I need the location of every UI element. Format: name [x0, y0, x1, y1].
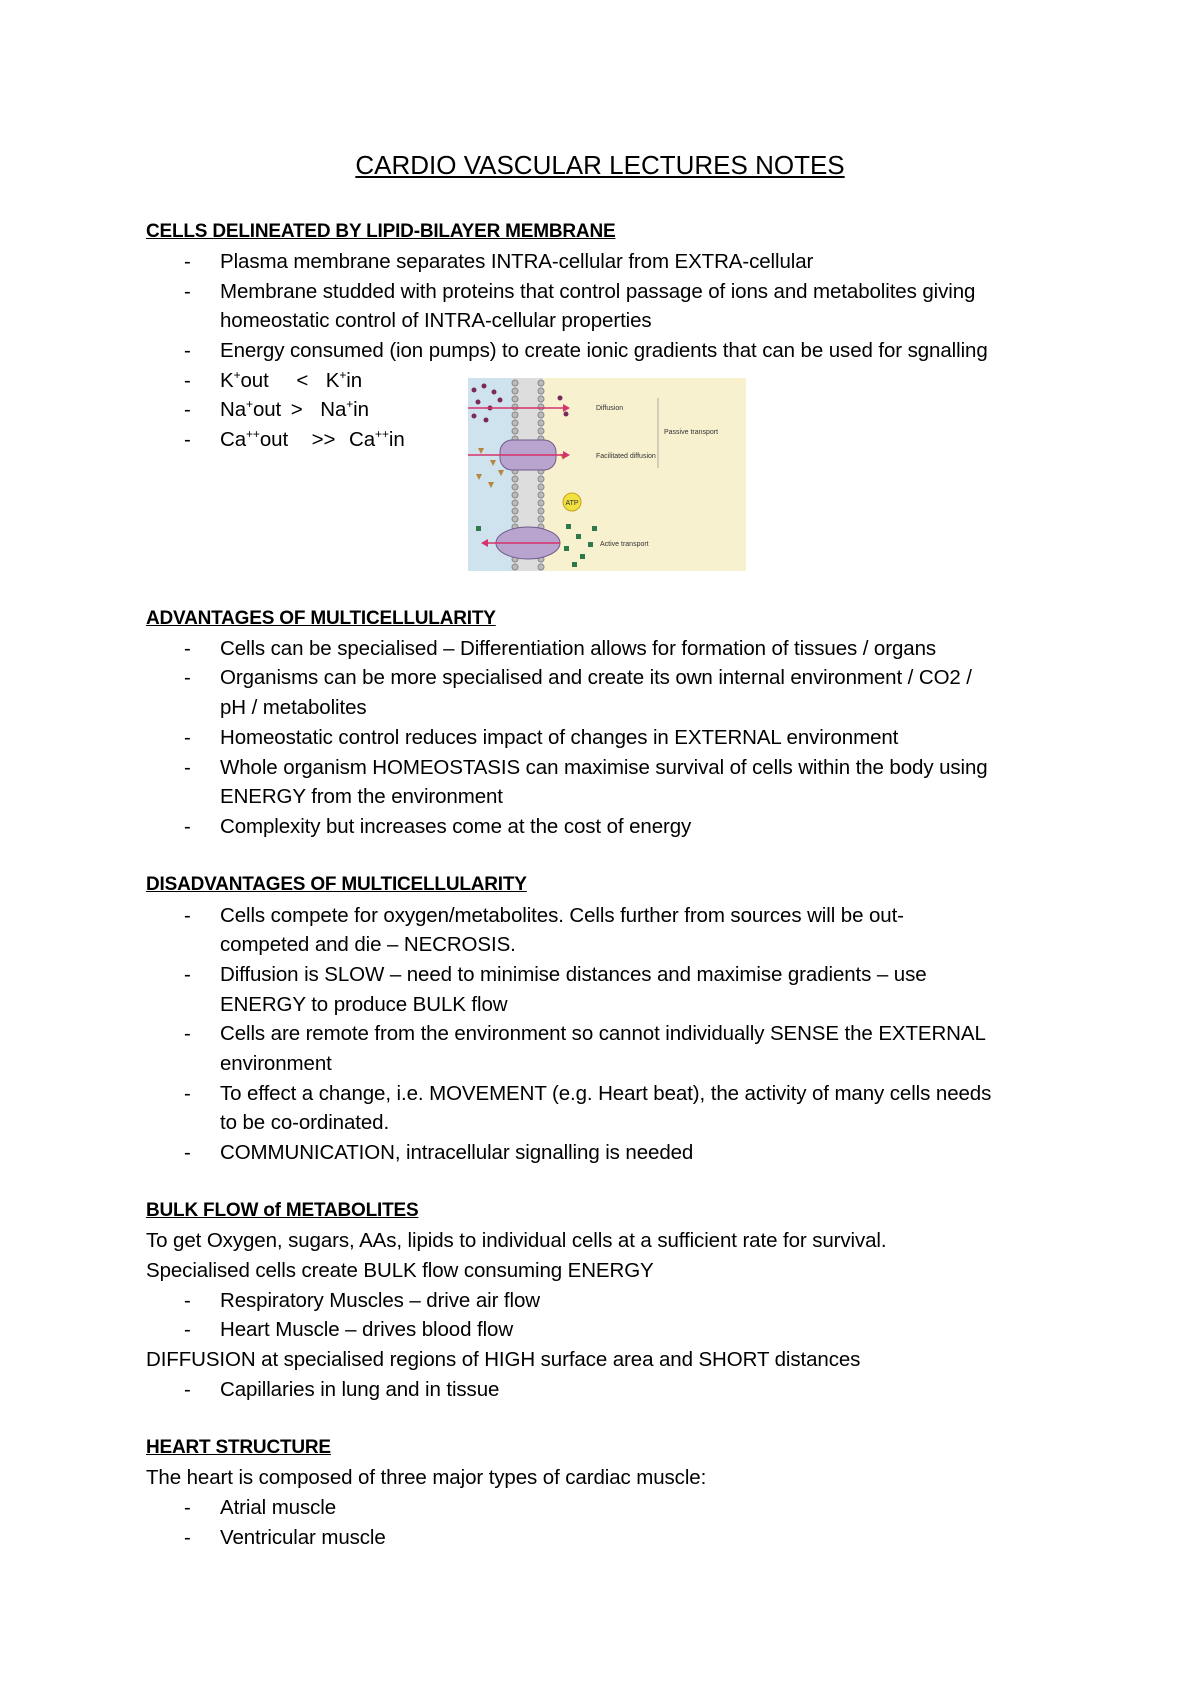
- bullet-text: Energy consumed (ion pumps) to create ionic gradients that can be used for sgnalling: [220, 339, 988, 362]
- label-diffusion: Diffusion: [596, 405, 624, 412]
- bullet-dash: -: [184, 726, 191, 749]
- section-heading-advantages: ADVANTAGES OF MULTICELLULARITY: [146, 608, 496, 629]
- bullet-text: Respiratory Muscles – drive air flow: [220, 1289, 540, 1312]
- bullet-text: Cells compete for oxygen/metabolites. Cells further from sources will be out-: [220, 904, 904, 927]
- bullet-text: Organisms can be more specialised and create its own internal environment / CO2 /: [220, 666, 972, 689]
- bullet-text: Complexity but increases come at the cost of energy: [220, 815, 692, 838]
- bullet-text: Cells are remote from the environment so cannot individually SENSE the EXTERNAL: [220, 1022, 986, 1045]
- label-facilitated-diffusion: Facilitated diffusion: [596, 453, 656, 460]
- bullet-dash: -: [184, 1318, 191, 1341]
- bullet-text-continued: pH / metabolites: [220, 696, 367, 719]
- bullet-dash: -: [184, 1526, 191, 1549]
- label-active-transport: Active transport: [600, 541, 649, 548]
- bullet-dash: -: [184, 666, 191, 689]
- section-heading-bulk-flow: BULK FLOW of METABOLITES: [146, 1200, 419, 1221]
- label-passive-transport: Passive transport: [664, 429, 719, 436]
- ion-gradient-potassium: K+out < K+in: [220, 368, 363, 392]
- bullet-text: Ventricular muscle: [220, 1526, 386, 1549]
- bullet-dash: -: [184, 280, 191, 303]
- bullet-dash: -: [184, 250, 191, 273]
- bullet-dash: -: [184, 904, 191, 927]
- bullet-dash: -: [184, 339, 191, 362]
- bullet-dash: -: [184, 1022, 191, 1045]
- bullet-text: Plasma membrane separates INTRA-cellular from EXTRA-cellular: [220, 250, 814, 273]
- paragraph-text: DIFFUSION at specialised regions of HIGH surface area and SHORT distances: [146, 1348, 861, 1371]
- bullet-dash: -: [184, 963, 191, 986]
- bullet-text: Atrial muscle: [220, 1496, 337, 1519]
- bullet-text: Heart Muscle – drives blood flow: [220, 1318, 514, 1341]
- bullet-text-continued: to be co-ordinated.: [220, 1111, 390, 1134]
- bullet-dash: -: [184, 637, 191, 660]
- bullet-text: Cells can be specialised – Differentiation allows for formation of tissues / organs: [220, 637, 937, 660]
- bullet-dash: -: [184, 369, 191, 392]
- bullet-text-continued: homeostatic control of INTRA-cellular properties: [220, 309, 652, 332]
- bullet-dash: -: [184, 428, 191, 451]
- bullet-text: To effect a change, i.e. MOVEMENT (e.g. Heart beat), the activity of many cells needs: [220, 1082, 992, 1105]
- svg-text:ATP: ATP: [565, 500, 579, 507]
- bullet-dash: -: [184, 815, 191, 838]
- membrane-transport-figure: [468, 378, 746, 571]
- bullet-text-continued: environment: [220, 1052, 332, 1075]
- paragraph-text: The heart is composed of three major types of cardiac muscle:: [146, 1466, 707, 1489]
- bullet-text: Capillaries in lung and in tissue: [220, 1378, 500, 1401]
- bullet-text: Homeostatic control reduces impact of changes in EXTERNAL environment: [220, 726, 899, 749]
- bullet-dash: -: [184, 1082, 191, 1105]
- bullet-dash: -: [184, 398, 191, 421]
- bullet-text-continued: ENERGY from the environment: [220, 785, 503, 808]
- section-heading-disadvantages: DISADVANTAGES OF MULTICELLULARITY: [146, 874, 527, 895]
- paragraph-text: To get Oxygen, sugars, AAs, lipids to individual cells at a sufficient rate for survival.: [146, 1229, 887, 1252]
- bullet-dash: -: [184, 1289, 191, 1312]
- page-title: CARDIO VASCULAR LECTURES NOTES: [355, 150, 845, 180]
- bullet-text: Membrane studded with proteins that control passage of ions and metabolites giving: [220, 280, 976, 303]
- section-heading-heart-structure: HEART STRUCTURE: [146, 1437, 331, 1458]
- bullet-dash: -: [184, 756, 191, 779]
- bullet-text-continued: competed and die – NECROSIS.: [220, 933, 516, 956]
- section-heading-cells: CELLS DELINEATED BY LIPID-BILAYER MEMBRANE: [146, 221, 616, 242]
- bullet-dash: -: [184, 1141, 191, 1164]
- bullet-text: COMMUNICATION, intracellular signalling is needed: [220, 1141, 694, 1164]
- ion-gradient-sodium: Na+out > Na+in: [220, 397, 369, 421]
- bullet-dash: -: [184, 1496, 191, 1519]
- ion-gradient-calcium: Ca++out >> Ca++in: [220, 427, 405, 451]
- bullet-text: Whole organism HOMEOSTASIS can maximise survival of cells within the body using: [220, 756, 988, 779]
- bullet-text-continued: ENERGY to produce BULK flow: [220, 993, 508, 1016]
- bullet-text: Diffusion is SLOW – need to minimise distances and maximise gradients – use: [220, 963, 927, 986]
- bullet-dash: -: [184, 1378, 191, 1401]
- paragraph-text: Specialised cells create BULK flow consuming ENERGY: [146, 1259, 654, 1282]
